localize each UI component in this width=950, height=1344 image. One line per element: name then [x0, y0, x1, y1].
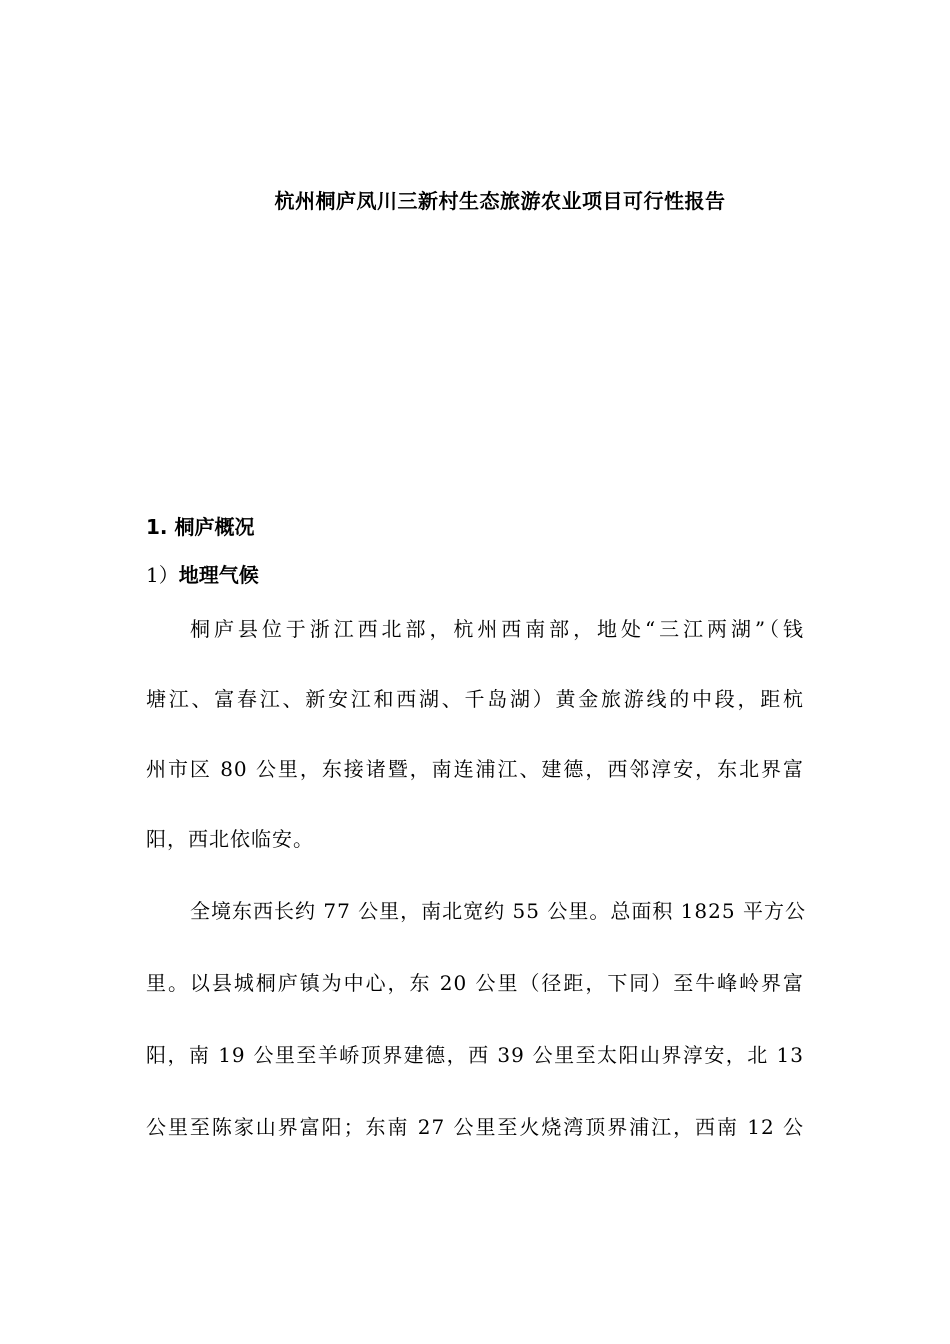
paragraph-1-line-4: 阳，西北依临安。	[146, 827, 314, 851]
paragraph-1-line-1: 桐庐县位于浙江西北部，杭州西南部，地处“三江两湖”（钱	[190, 617, 804, 641]
paragraph-1-line-3: 州市区 80 公里，东接诸暨，南连浦江、建德，西邻淳安，东北界富	[146, 757, 804, 781]
section-heading: 1. 桐庐概况	[146, 515, 255, 539]
paragraph-2-line-4: 公里至陈家山界富阳；东南 27 公里至火烧湾顶界浦江，西南 12 公	[146, 1115, 804, 1139]
paragraph-1-line-2: 塘江、富春江、新安江和西湖、千岛湖）黄金旅游线的中段，距杭	[146, 687, 804, 711]
paragraph-2-line-1: 全境东西长约 77 公里，南北宽约 55 公里。总面积 1825 平方公	[190, 899, 806, 923]
sub-heading-text: 地理气候	[178, 563, 259, 587]
sub-heading	[146, 558, 259, 592]
document-title: 杭州桐庐凤川三新村生态旅游农业项目可行性报告	[274, 189, 726, 213]
paragraph-2-line-3: 阳，南 19 公里至羊峤顶界建德，西 39 公里至太阳山界淳安，北 13	[146, 1043, 804, 1067]
sub-heading-number: 1）	[146, 563, 179, 587]
paragraph-2-line-2: 里。以县城桐庐镇为中心，东 20 公里（径距，下同）至牛峰岭界富	[146, 971, 804, 995]
